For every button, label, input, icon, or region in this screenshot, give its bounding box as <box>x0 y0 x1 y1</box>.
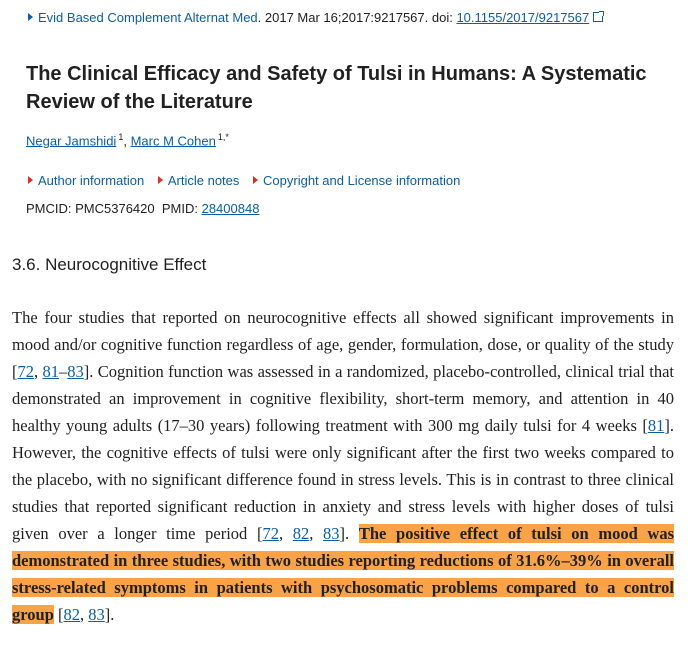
article-title: The Clinical Efficacy and Safety of Tulsi in Humans: A Systematic Review of the Literature <box>26 63 647 113</box>
journal-name[interactable]: Evid Based Complement Alternat Med <box>38 10 258 25</box>
pmid-label: PMID: <box>161 201 202 216</box>
article-notes-label: Article notes <box>167 173 240 188</box>
ref-separator: , <box>80 605 89 624</box>
pmcid: PMCID: PMC5376420 <box>26 201 155 216</box>
expand-triangle-icon <box>28 13 33 21</box>
section-heading: 3.6. Neurocognitive Effect <box>12 255 207 274</box>
paragraph-text: ]. <box>104 605 115 624</box>
citation-details: . 2017 Mar 16;2017:9217567. doi: <box>257 10 457 25</box>
ref-range-dash: – <box>59 362 68 381</box>
copyright-license-label: Copyright and License information <box>263 173 461 188</box>
article-ids <box>26 201 259 216</box>
ref-separator: , <box>34 362 43 381</box>
ref-link-81[interactable]: 81 <box>42 362 60 381</box>
paragraph-text: ]. Cognition function was assessed in a randomized, placebo-controlled, clinical trial that demonstrated an improvement in cognitive flexibility, short-term memory, and attention in 40 healthy young adults (17–30 years) following treatment with 300 mg daily tulsi for 4 weeks [ <box>12 362 674 435</box>
author-affiliation-sup: 1,* <box>217 132 229 142</box>
doi-link[interactable]: 10.1155/2017/9217567 <box>456 10 590 25</box>
ref-link-83[interactable]: 83 <box>67 362 84 381</box>
expand-triangle-icon <box>158 176 163 184</box>
paragraph-text: ]. However, the cognitive effects of tulsi were only significant after the first two weeks compared to the placebo, with no significant difference found in stress levels. This is in contrast to three clinical studies that reported significant reduction in anxiety and stress levels with higher doses of tulsi given over a longer time period [ <box>12 416 674 543</box>
author-information-toggle[interactable] <box>28 173 144 188</box>
citation-source-line <box>28 10 603 25</box>
ref-link-82[interactable]: 82 <box>63 605 81 624</box>
article-notes-toggle[interactable] <box>158 173 240 188</box>
ref-link-83[interactable]: 83 <box>323 524 340 543</box>
author-link-jamshidi[interactable]: Negar Jamshidi <box>26 133 117 149</box>
section-paragraph <box>12 304 674 628</box>
ref-link-72[interactable]: 72 <box>262 524 279 543</box>
expand-triangle-icon <box>28 176 33 184</box>
author-information-label: Author information <box>38 173 145 188</box>
ref-separator: , <box>309 524 324 543</box>
author-link-cohen[interactable]: Marc M Cohen <box>130 133 216 149</box>
ref-link-81[interactable]: 81 <box>647 416 665 435</box>
paragraph-text: [ <box>53 605 64 624</box>
highlighted-sentence: The positive effect of tulsi on mood was demonstrated in three studies, with two studies reporting reductions of 31.6%–39% in overall stress-related symptoms in patients with psychosomatic problems compared to a control group <box>12 524 675 624</box>
pmid-link[interactable]: 28400848 <box>201 201 260 216</box>
paragraph-text: ]. <box>339 524 359 543</box>
ref-link-72[interactable]: 72 <box>17 362 34 381</box>
ref-separator: , <box>278 524 293 543</box>
article-meta-links <box>28 173 470 188</box>
copyright-license-toggle[interactable] <box>253 173 460 188</box>
ref-link-83[interactable]: 83 <box>88 605 105 624</box>
author-affiliation-sup: 1 <box>118 132 124 142</box>
expand-triangle-icon <box>253 176 258 184</box>
author-list <box>26 132 229 148</box>
external-link-icon <box>593 12 603 22</box>
ref-link-82[interactable]: 82 <box>292 524 310 543</box>
paragraph-text: The four studies that reported on neurocognitive effects all showed significant improvements in mood and/or cognitive function regardless of age, gender, formulation, dose, or quality of the study [ <box>12 308 674 381</box>
author-separator: , <box>123 133 131 149</box>
